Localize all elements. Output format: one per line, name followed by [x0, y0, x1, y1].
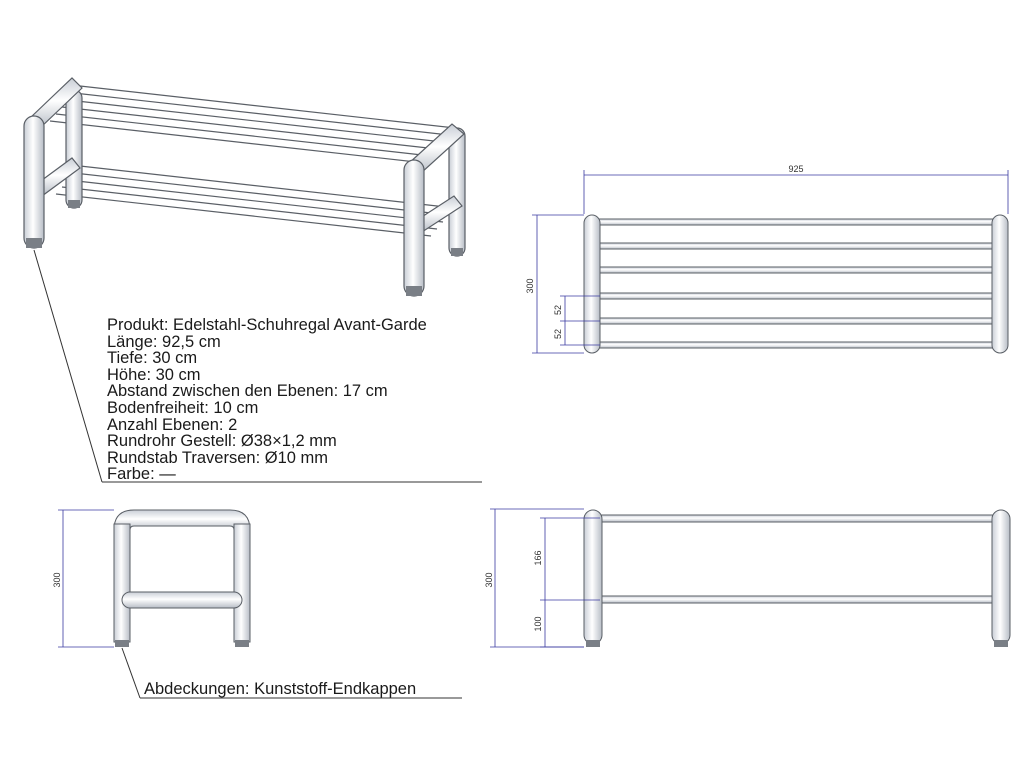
side-view-crossbar: [122, 592, 242, 608]
iso-leg-back-left: [66, 90, 82, 208]
top-view-right-tube: [992, 215, 1008, 353]
dim-rod-spacing-b: 52: [553, 328, 563, 340]
iso-leg-back-right: [449, 128, 465, 256]
top-view-rods: [598, 219, 996, 348]
top-view-left-tube: [584, 215, 600, 353]
dim-front-level-gap: 166: [533, 550, 543, 566]
dim-rod-spacing-a: 52: [553, 304, 563, 316]
dim-side-height: 300: [52, 572, 62, 588]
spec-length: Länge: 92,5 cm: [107, 332, 221, 351]
front-view: [584, 510, 1010, 647]
side-view-leg-left: [114, 524, 130, 642]
dim-top-length: 925: [788, 164, 804, 174]
side-view-leg-right: [234, 524, 250, 642]
side-view-frame-top: [114, 510, 250, 530]
iso-bottom-rods: [56, 166, 455, 236]
top-view-dimensions: [532, 170, 1008, 353]
iso-leg-front-right: [404, 160, 424, 296]
spec-color: Farbe: —: [107, 465, 176, 484]
spec-list: [107, 317, 427, 483]
isometric-view: [24, 78, 465, 296]
cover-note: Abdeckungen: Kunststoff-Endkappen: [144, 680, 417, 698]
dim-top-depth: 300: [525, 278, 535, 294]
dim-front-clearance: 100: [533, 616, 543, 632]
top-view: [584, 215, 1008, 353]
spec-levels: Anzahl Ebenen: 2: [107, 415, 238, 434]
spec-product: Produkt: Edelstahl-Schuhregal Avant-Garde: [107, 316, 427, 334]
spec-rods: Rundstab Traversen: Ø10 mm: [107, 448, 329, 467]
spec-ground-clearance: Bodenfreiheit: 10 cm: [107, 398, 259, 417]
spec-level-gap: Abstand zwischen den Ebenen: 17 cm: [107, 382, 388, 401]
side-view: [114, 510, 250, 647]
front-view-left-leg: [584, 510, 602, 644]
front-view-top-rod: [598, 515, 996, 522]
side-view-dimensions: [58, 510, 114, 647]
spec-height: Höhe: 30 cm: [107, 365, 201, 384]
spec-frame-tube: Rundrohr Gestell: Ø38×1,2 mm: [107, 432, 337, 451]
front-view-right-leg: [992, 510, 1010, 644]
iso-leg-front-left: [24, 116, 44, 248]
dim-front-height: 300: [484, 572, 494, 588]
iso-top-rods: [50, 86, 455, 163]
front-view-bottom-rod: [598, 596, 996, 603]
spec-depth: Tiefe: 30 cm: [107, 349, 198, 368]
